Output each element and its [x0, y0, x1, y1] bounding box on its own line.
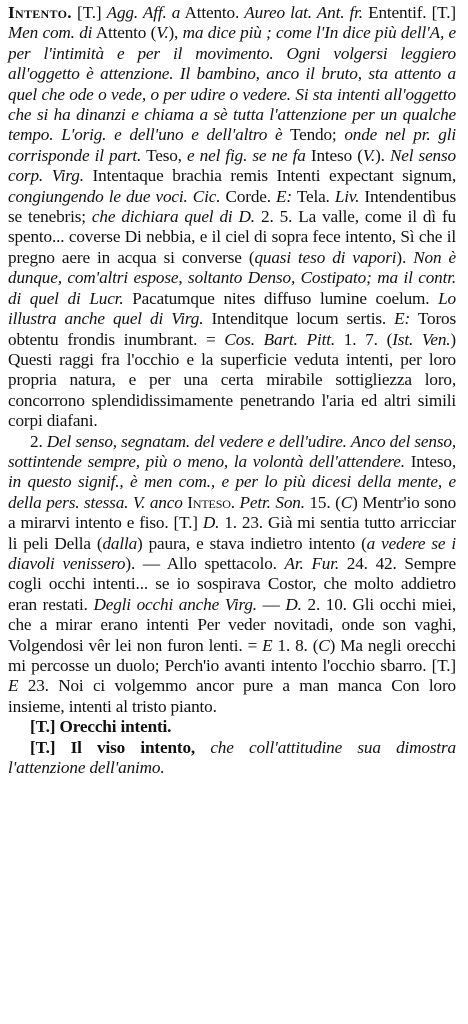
entry-subsense-viso-text: [T.] Il viso intento, che coll'attitudine sua dimostra l'attenzione dell'animo.	[8, 737, 456, 778]
entry-sense-2	[8, 432, 456, 718]
entry-subsense-orecchi-text: [T.] Orecchi intenti.	[30, 717, 172, 737]
entry-subsense-viso	[8, 738, 456, 779]
entry-headword: Intento.	[8, 3, 72, 22]
entry-main-text: [T.] Agg. Aff. a Attento. Aureo lat. Ant. fr. Ententif. [T.] Men com. di Attento (V.), ma dice più ; come l'In dice più dell'A, e per l'intimità e per il movimento. Ogni volgersi leggiero all'oggetto è attenzione. Il bambino, anco il bruto, sta attento a quel che ode o vede, o per udire o vedere. Si sta intenti all'oggetto che si ha dinanzi e chiama a sè tutta l'attenzione per un qualche tempo. L'orig. e dell'uno e dell'altro è Tendo; onde nel pr. gli corrisponde il part. Teso, e nel fig. se ne fa Inteso (V.). Nel senso corp. Virg. Intentaque brachia remis Intenti expectant signum, congiungendo le due voci. Cic. Corde. E: Tela. Liv. Intendentibus se tenebris; che dichiara quel di D. 2. 5. La valle, come il dì fu spento... coverse Di nebbia, e il ciel di sopra fece intento, Sì che il pregno aere in acqua si converse (quasi teso di vapori). Non è dunque, com'altri espose, soltanto Denso, Costipato; ma il contr. di quel di Lucr. Pacatumque nites diffuso lumine coelum. Lo illustra anche quel di Virg. Intenditque locum sertis. E: Toros obtentu frondis inumbrant. = Cos. Bart. Pitt. 1. 7. (Ist. Ven.) Questi raggi fra l'occhio e la superficie veduta intenti, per loro propria natura, e per una certa mirabile sottigliezza loro, concorrono splendidissimamente penetrando l'aria ed altri simili corpi diafani.	[8, 3, 457, 431]
entry-paragraph-main	[8, 3, 456, 432]
entry-sense-2-text: 2. Del senso, segnatam. del vedere e dell'udire. Anco del senso, sottintende sempre, più o meno, la volontà dell'attendere. Inteso, in questo signif., è men com., e per lo più dicesi della mente, e della pers. stessa. V. anco Inteso. Petr. Son. 15. (C) Mentr'io sono a mirarvi intento e fiso. [T.] D. 1. 23. Già mi sentia tutto arricciar li peli Della (dalla) paura, e stava indietro intento (a vedere se i diavoli venissero). — Allo spettacolo. Ar. Fur. 24. 42. Sempre cogli occhi intenti... se io sospirava Costor, che molto addietro eran restati. Degli occhi anche Virg. — D. 2. 10. Gli occhi miei, che a mirar erano intenti Per veder novitadi, onde son vaghi, Volgendosi vêr lei non furon lenti. = E 1. 8. (C) Ma negli orecchi mi percosse un duolo; Perch'io avanti intento l'occhio sbarro. [T.] E 23. Noi ci volgemmo ancor pure a man manca Con loro insieme, intenti al tristo pianto.	[8, 431, 457, 716]
entry-subsense-orecchi	[8, 717, 456, 737]
